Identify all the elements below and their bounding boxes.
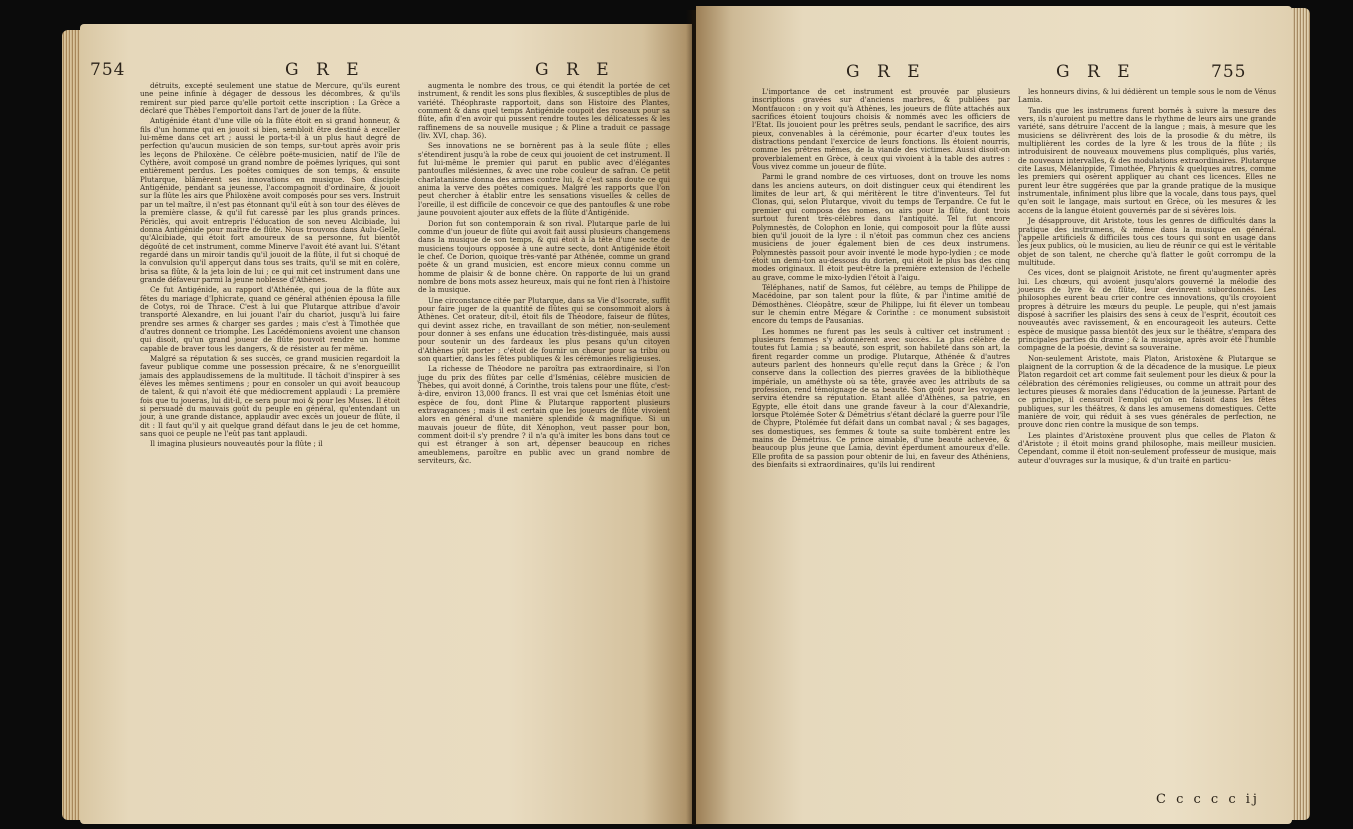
paragraph: Les plaintes d'Aristoxène prouvent plus que celles de Platon & d'Aristote ; il étoit moins grand philosophe, mais meilleur musicien. Cependant, comme il étoit non-seulement professeur de musique, mais auteur d'ouvrages sur la musique, & d'un traité en particu- bbox=[1018, 430, 1276, 465]
paragraph: Parmi le grand nombre de ces virtuoses, dont on trouve les noms dans les anciens auteurs, on doit distinguer ceux qui étendirent les limites de leur art, & qui méritèrent le titre d'inventeurs. Tel fut Clonas, qui, selon Plutarque, vivoit du temps de Terpandre. Ce fut le premier qui composa des nomes, ou airs pour la flûte, dont trois surtout furent très-célèbres dans l'antiquité. Tel fut encore Polymnestès, de Colophon en Ionie, qui composoit pour la flûte aussi bien qu'il jouoit de la lyre : il n'étoit pas commun chez ces anciens musiciens de jouer également bien de ces deux instrumens. Polymnestès passoit pour avoir inventé le mode hypo-lydien ; ce mode étoit un demi-ton au-dessous du dorien, qui étoit le plus bas des cinq modes originaux. Il étoit peut-être la première extension de l'échelle au grave, comme le mixo-lydien l'étoit à l'aigu. bbox=[752, 172, 1010, 282]
paragraph: Une circonstance citée par Plutarque, dans sa Vie d'Isocrate, suffit pour faire juger de la quantité de flûtes qui se consommoit alors à Athènes. Cet orateur, dit-il, étoit fils de Théodore, faiseur de flûtes, qui devint assez riche, en travaillant de son métier, non-seulement pour donner à ses enfans une éducation très-distinguée, mais aussi pour soutenir un des fardeaux les plus pesans qu'un citoyen d'Athènes pût porter ; c'étoit de fournir un chœur pour sa tribu ou son quartier, dans les fêtes publiques & les cérémonies religieuses. bbox=[418, 295, 670, 363]
paragraph: détruits, excepté seulement une statue de Mercure, qu'ils eurent une peine infinie à dégager de dessous les décombres, & qu'ils remirent sur pied parce qu'elle portoit cette inscription : La Grèce a déclaré que Thèbes l'emportoit dans l'art de jouer de la flûte. bbox=[140, 81, 400, 116]
paragraph: augmenta le nombre des trous, ce qui étendit la portée de cet instrument, & rendit les sons plus flexibles, & susceptibles de plus de variété. Théophraste rapportoit, dans son Histoire des Plantes, comment & dans quel temps Antigénide coupoit des roseaux pour sa flûte, afin d'en avoir qui pussent rendre toutes les délicatesses & les raffinemens de sa nouvelle musique ; & Pline a traduit ce passage (liv. XVI, chap. 36). bbox=[418, 81, 670, 141]
paragraph: Dorion fut son contemporain & son rival. Plutarque parle de lui comme d'un joueur de flûte qui avoit fait aussi plusieurs changemens dans la musique de son temps, & qui étoit à la tête d'une secte de musiciens toujours opposée à une autre secte, dont Antigénide étoit le chef. Ce Dorion, quoique très-vanté par Athénée, comme un grand poëte & un grand musicien, est encore mieux connu comme un homme de plaisir & de bonne chère. On rapporte de lui un grand nombre de bons mots assez heureux, mais qui ne font rien à l'histoire de la musique. bbox=[418, 218, 670, 295]
text-column bbox=[1018, 88, 1276, 467]
page-number: 754 bbox=[90, 60, 126, 80]
paragraph: Il imagina plusieurs nouveautés pour la flûte ; il bbox=[150, 439, 323, 449]
text-column bbox=[752, 88, 1010, 471]
running-head: G R E bbox=[1056, 62, 1136, 82]
paragraph: La richesse de Théodore ne paroîtra pas extraordinaire, si l'on juge du prix des flûtes par celle d'Isménias, célèbre musicien de Thèbes, qui avoit donné, à Corinthe, trois talens pour une flûte, c'est-à-dire, environ 13,000 francs. Il est vrai que cet Isménias étoit une espèce de fou, dont Pline & Plutarque rapportent plusieurs extravagances ; mais il est certain que les joueurs de flûte vivoient alors en général d'une manière splendide & magnifique. Si un mauvais joueur de flûte, dit Xénophon, veut passer pour bon, comment doit-il s'y prendre ? il n'a qu'à imiter les bons dans tout ce qui est étranger à son art, dépenser beaucoup en riches ameublemens, paroître en public avec un grand nombre de serviteurs, &c. bbox=[418, 364, 670, 466]
paragraph: les honneurs divins, & lui dédièrent un temple sous le nom de Vénus Lamia. bbox=[1018, 87, 1276, 105]
running-head: G R E bbox=[535, 60, 615, 80]
paragraph: L'importance de cet instrument est prouvée par plusieurs inscriptions gravées sur d'anciens marbres, & publiées par Montfaucon : on y voit qu'à Athènes, les joueurs de flûte attachés aux sacrifices étoient toujours choisis & nommés avec les officiers de l'Etat. Ils jouoient pour les prêtres seuls, pendant le sacrifice, des airs pieux, convenables à la cérémonie, pour écarter d'eux toutes les distractions pendant l'exercice de leurs fonctions. Ils étoient nourris, comme les prêtres mêmes, de la viande des victimes. Aussi disoit-on proverbialement en Grèce, à ceux qui vivoient à la table des autres : Vous vivez comme un joueur de flûte. bbox=[752, 87, 1010, 172]
left-page-edges bbox=[62, 30, 82, 820]
paragraph: Ce fut Antigénide, au rapport d'Athénée, qui joua de la flûte aux fêtes du mariage d'Iphicrate, quand ce général athénien épousa la fille de Cotys, roi de Thrace. C'est à lui que Plutarque attribue d'avoir transporté Alexandre, en lui jouant l'air du chariot, jusqu'à lui faire prendre ses armes & charger ses gardes ; mais c'est à Timothée que d'autres donnent ce triomphe. Les Lacédémoniens avoient une chanson qui disoit, qu'un grand joueur de flûte pouvoit rendre un homme capable de braver tous les dangers, & de résister au fer même. bbox=[140, 285, 400, 353]
paragraph: Tandis que les instrumens furent bornés à suivre la mesure des vers, ils n'auroient pu mettre dans le rhythme de leurs airs une grande variété, sans détruire l'accent de la langue ; mais, à mesure que les musiciens se délivrèrent des lois de la prosodie & du mètre, ils multiplièrent les cordes de la lyre & les trous de la flûte ; ils introduisirent de nouveaux mouvemens plus compliqués, plus variés, de nouveaux intervalles, & des modulations extraordinaires. Plutarque cite Lasus, Mélanippide, Timothée, Phrynis & quelques autres, comme les premiers qui osèrent appliquer au chant ces licences. Elles ne purent leur être suggérées que par la grande pratique de la musique instrumentale, infiniment plus libre que la vocale, dans tous pays, quel qu'en soit le langage, mais surtout en Grèce, où les mesures & les accens de la langue étoient gouvernés par de si sévères lois. bbox=[1018, 105, 1276, 215]
paragraph: Ces vices, dont se plaignoit Aristote, ne firent qu'augmenter après lui. Les chœurs, qui avoient jusqu'alors gouverné la mélodie des joueurs de lyre & de flûte, leur devinrent subordonnés. Les philosophes eurent beau crier contre ces innovations, qu'ils croyoient propres à détruire les mœurs du peuple. Le peuple, qui n'est jamais disposé à sacrifier les plaisirs des sens à ceux de l'esprit, écoutoit ces nouveautés avec ravissement, & en encourageoit les auteurs. Cette espèce de musique passa bientôt des jeux sur le théâtre, s'empara des principales parties du drame ; & la musique, après avoir été l'humble compagne de la poésie, devint sa souveraine. bbox=[1018, 268, 1276, 353]
text-column bbox=[140, 82, 400, 451]
paragraph: Ses innovations ne se bornèrent pas à la seule flûte ; elles s'étendirent jusqu'à la robe de ceux qui jouoient de cet instrument. Il fut lui-même le premier qui parut en public avec d'élégantes pantoufles milésiennes, & avec une robe couleur de safran. Ce petit charlatanisme donna des armes contre lui, & c'est sans doute ce qui anima la verve des poëtes comiques. Malgré les rapports que l'on peut chercher à établir entre les sensations visuelles & celles de l'oreille, il est difficile de concevoir ce que des pantoufles & une robe jaune pouvoient ajouter aux effets de la flûte d'Antigénide. bbox=[418, 141, 670, 218]
paragraph: Antigénide étant d'une ville où la flûte étoit en si grand honneur, & fils d'un homme qui en jouoit si bien, sembloit être destiné à exceller lui-même dans cet art ; aussi le porta-t-il à un plus haut degré de perfection qu'aucun musicien de son temps, sur-tout après avoir pris les leçons de Philoxène. Ce célèbre poëte-musicien, natif de l'île de Cythère, avoit composé un grand nombre de poëmes lyriques, qui sont entièrement perdus. Les poëtes comiques de son temps, & ensuite Plutarque, blâmèrent ses innovations en musique. Son disciple Antigénide, pendant sa jeunesse, l'accompagnoit d'ordinaire, & jouoit sur la flûte les airs que Philoxène avoit composés pour ses vers. Instruit par un tel maître, il n'est pas étonnant qu'il eût à son tour des élèves de la première classe, & qu'il fut caressé par les plus grands princes. Périclès, qui avoit entrepris l'éducation de son neveu Alcibiade, lui donna Antigénide pour maître de flûte. Nous trouvons dans Aulu-Gelle, qu'Alcibiade, qui étoit fort amoureux de sa personne, fut bientôt dégoûté de cet instrument, comme Minerve l'avoit été avant lui. S'étant regardé dans un miroir tandis qu'il jouoit de la flûte, il fut si choqué de la convulsion qu'il apperçut dans tous ses traits, qu'il se mit en colère, brisa sa flûte, & la jeta loin de lui ; ce qui mit cet instrument dans une grande défaveur parmi la jeune noblesse d'Athènes. bbox=[140, 116, 400, 284]
paragraph: Je désapprouve, dit Aristote, tous les genres de difficultés dans la pratique des instrumens, & même dans la musique en général. J'appelle artificiels & difficiles tous ces tours qui sont en usage dans les jeux publics, où le musicien, au lieu de réunir ce qui est le véritable objet de son talent, ne cherche qu'à flatter le goût corrompu de la multitude. bbox=[1018, 216, 1276, 267]
right-page-header bbox=[696, 6, 1292, 82]
paragraph: Téléphanes, natif de Samos, fut célèbre, au temps de Philippe de Macédoine, par son talent pour la flûte, & par l'intime amitié de Démosthènes. Cléopâtre, sœur de Philippe, lui fit élever un tombeau sur le chemin entre Mégare & Corinthe : ce monument subsistoit encore du temps de Pausanias. bbox=[752, 282, 1010, 326]
right-page bbox=[696, 6, 1292, 824]
page-number: 755 bbox=[1211, 62, 1247, 82]
text-column bbox=[418, 82, 670, 467]
running-head: G R E bbox=[846, 62, 926, 82]
paragraph: Malgré sa réputation & ses succès, ce grand musicien regardoit la faveur publique comme une possession précaire, & ne s'enorgueillit jamais des applaudissemens de la multitude. Il tâchoit d'inspirer à ses élèves les mêmes sentimens ; pour en consoler un qui avoit beaucoup de talent, & qui n'avoit été que médiocrement applaudi : La première fois que tu joueras, lui dit-il, ce sera pour moi & pour les Muses. Il étoit si persuadé du mauvais goût du peuple en général, qu'entendant un jour, à une grande distance, applaudir avec excès un joueur de flûte, il dit : Il faut qu'il y ait quelque grand défaut dans le jeu de cet homme, sans quoi ce peuple ne l'eût pas tant applaudi. bbox=[140, 354, 400, 439]
paragraph: Non-seulement Aristote, mais Platon, Aristoxène & Plutarque se plaignent de la corruption & de la décadence de la musique. Le pieux Platon regardoit cet art comme fait seulement pour les dieux & pour la célébration des cérémonies religieuses, ou comme un attrait pour des lectures pieuses & morales dans l'éducation de la jeunesse. Partant de ce principe, il censuroit l'emploi qu'on en faisoit dans les fêtes publiques, sur les théâtres, & dans les amusemens domestiques. Cette manière de voir, qui réduit à ses vues générales de perfection, ne prouve donc rien contre la musique de son temps. bbox=[1018, 353, 1276, 430]
paragraph: Les hommes ne furent pas les seuls à cultiver cet instrument : plusieurs femmes s'y adonnèrent avec succès. La plus célèbre de toutes fut Lamia ; sa beauté, son esprit, son habileté dans son art, la firent regarder comme un prodige. Plutarque, Athénée & d'autres auteurs parlent des honneurs qu'elle reçut dans la Grèce ; & l'on conserve dans la collection des pierres gravées de la bibliothèque impériale, un améthyste où sa tête, gravée avec les attributs de sa profession, rend témoignage de sa beauté. Son goût pour les voyages servira étendre sa réputation. Etant allée d'Athènes, sa patrie, en Egypte, elle étoit dans une grande faveur à la cour d'Alexandrie, lorsque Ptolémée Soter & Démétrius s'étant déclaré la guerre pour l'île de Chypre, Ptolémée fut défait dans un combat naval ; & ses bagages, ses domestiques, ses femmes & toute sa suite tombèrent entre les mains de Démétrius. Ce prince aimable, d'une beauté achevée, & beaucoup plus jeune que Lamia, devint éperdument amoureux d'elle. Elle profita de sa passion pour obtenir de lui, en faveur des Athéniens, des bienfaits si extraordinaires, qu'ils lui rendirent bbox=[752, 326, 1010, 470]
running-head: G R E bbox=[285, 60, 365, 80]
right-page-edges bbox=[1290, 8, 1310, 820]
left-page bbox=[80, 24, 692, 824]
left-page-header bbox=[80, 24, 692, 80]
signature-mark: C c c c c ij bbox=[1156, 792, 1260, 807]
